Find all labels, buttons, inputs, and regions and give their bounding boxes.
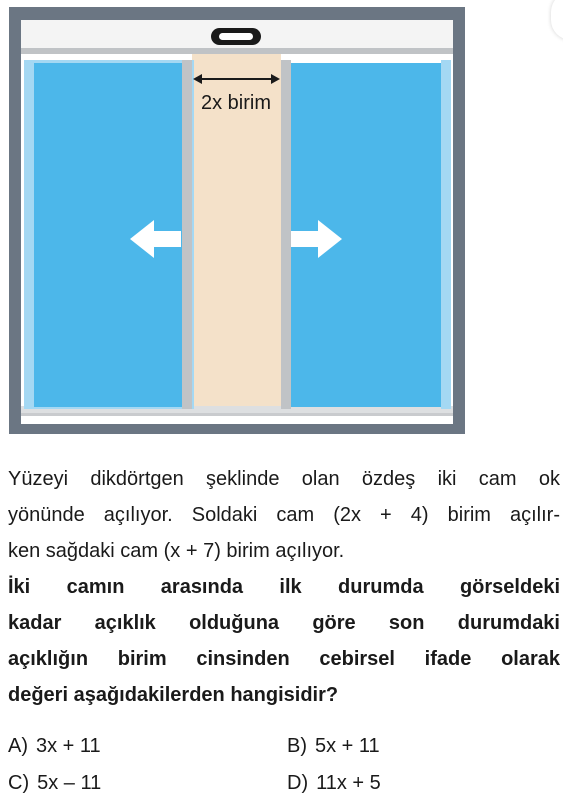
choice-letter: B)	[287, 735, 307, 757]
choice-c[interactable]	[8, 765, 101, 801]
choice-text: 3x + 11	[36, 735, 101, 757]
choice-text: 5x – 11	[37, 772, 102, 794]
choice-letter: A)	[8, 735, 28, 757]
question-text	[8, 461, 560, 713]
gap-dimension-label: 2x birim	[200, 92, 272, 114]
sensor-icon	[211, 28, 261, 45]
question-bold-line: İki camın arasında ilk durumda görseldeki	[8, 576, 560, 598]
question-bold-line: kadar açıklık olduğuna göre son durumdaki	[8, 612, 560, 634]
question-line: ken sağdaki cam (x + 7) birim açılıyor.	[8, 540, 345, 562]
question-bold-line: değeri aşağıdakilerden hangisidir?	[8, 684, 339, 706]
question-line: yönünde açılıyor. Soldaki cam (2x + 4) birim açılır-	[8, 504, 560, 526]
question-bold-line: açıklığın birim cinsinden cebirsel ifade olarak	[8, 648, 560, 670]
choice-letter: D)	[287, 772, 309, 794]
choice-d[interactable]	[287, 765, 381, 801]
choice-text: 5x + 11	[315, 735, 380, 757]
choice-text: 11x + 5	[316, 772, 381, 794]
top-rail	[21, 48, 453, 54]
question-line: Yüzeyi dikdörtgen şeklinde olan özdeş iki cam ok	[8, 468, 560, 490]
bottom-rail-shadow	[21, 413, 453, 416]
choice-b[interactable]	[287, 728, 380, 764]
choice-letter: C)	[8, 772, 30, 794]
choice-a[interactable]	[8, 728, 101, 764]
